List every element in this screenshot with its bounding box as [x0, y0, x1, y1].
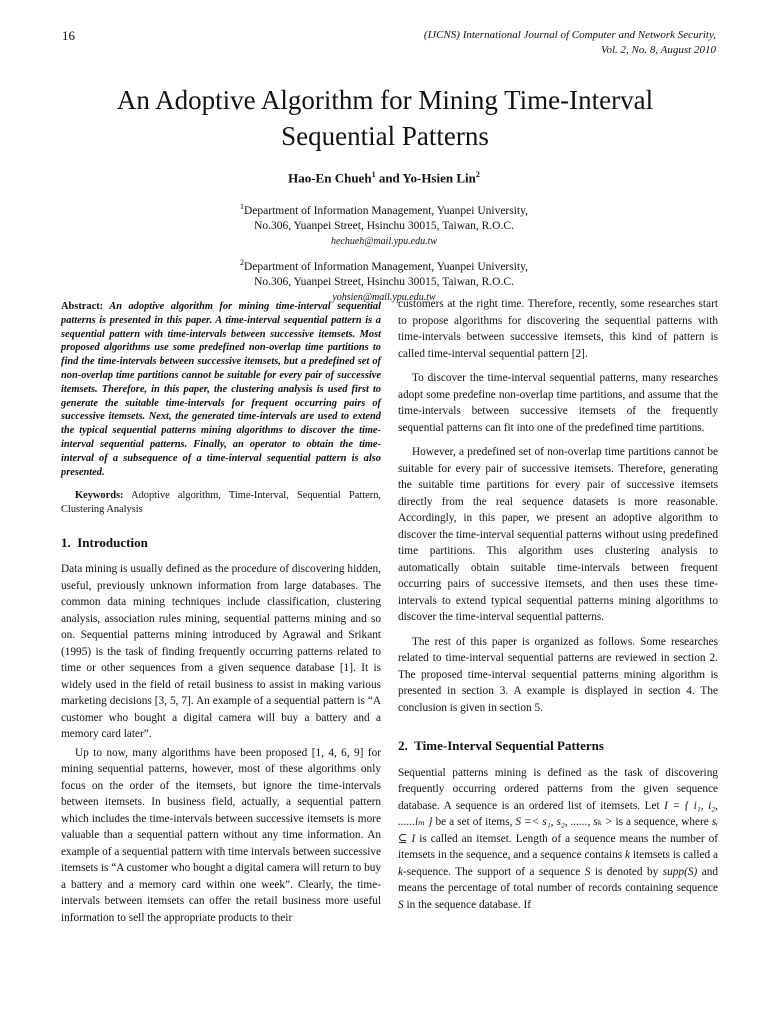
s2-math-k1: k — [625, 849, 631, 861]
s2-text-8: and means the percentage of total number of records containing sequence — [398, 865, 719, 894]
title-line-2: Sequential Patterns — [281, 121, 489, 151]
journal-header — [296, 28, 716, 58]
author-2-sup: 2 — [475, 170, 480, 179]
author-1: Hao-En Chueh — [288, 170, 372, 186]
affiliation-1-sup: 1 — [239, 202, 244, 211]
affiliation-1-line1: Department of Information Management, Yuanpei University, — [243, 204, 528, 217]
s2-math-s1: S — [584, 865, 591, 878]
title-line-1: An Adoptive Algorithm for Mining Time-Interval — [116, 85, 654, 115]
intro-paragraph-5: The rest of this paper is organized as follows. Some researches related to time-interval sequential patterns are reviewed in section 2. The proposed time-interval sequential patterns mining algorithm is presented in section 3. A example is displayed in section 4. The conclusion is given in section 5. — [398, 635, 718, 714]
section-2-paragraph-1 — [398, 765, 718, 914]
s2-text-3: is a sequence, where — [612, 816, 712, 828]
page-number: 16 — [62, 28, 75, 43]
abstract-label: Abstract: — [61, 301, 104, 312]
affiliation-1-line2: No.306, Yuanpei Street, Hsinchu 30015, Taiwan, R.O.C. — [254, 219, 514, 232]
abstract-text: An adoptive algorithm for mining time-interval sequential patterns is presented in this paper. A time-interval sequential pattern is a sequential pattern with time-intervals between successive itemsets. Most proposed algorithms use some predefined non-overlap time partitions to find the time-intervals between successive itemsets, but a predefined set of non-overlap time partitions cannot be suitable for every pair of successive itemsets. Therefore, in this paper, the clustering analysis is used first to generate the suitable time-intervals for frequent occurring pairs of successive itemsets. Next, the generated time-intervals are used to extend the typical sequential patterns mining algorithms to discover the time-interval sequential patterns. Finally, an operator to obtain the time-interval of a subsequence of a time-interval sequential pattern is also presented. — [61, 301, 381, 478]
journal-title: (IJCNS) International Journal of Computer and Network Security, — [423, 29, 716, 41]
keywords — [61, 489, 381, 517]
journal-volume: Vol. 2, No. 8, August 2010 — [600, 44, 716, 56]
affiliation-2-line1: Department of Information Management, Yuanpei University, — [243, 260, 528, 273]
author-and: and — [375, 170, 403, 186]
s2-text-6: -sequence. The support of a sequence — [403, 865, 585, 878]
left-column — [61, 300, 381, 934]
s2-text-9: in the sequence database. If — [403, 898, 531, 911]
keywords-text: Adoptive algorithm, Time-Interval, Sequential Pattern, Clustering Analysis — [61, 490, 381, 516]
intro-paragraph-2: Up to now, many algorithms have been proposed [1, 4, 6, 9] for mining sequential patterns, however, most of these algorithms only focus on the order of the itemsets, but ignore the time-intervals between itemsets. In business field, actually, a sequential pattern which includes the time-intervals between successive itemsets is more valuable than a sequential pattern without any time information. An example of a sequential pattern with time intervals between successive itemsets is “A customer who bought a digital camera will return to buy a battery and a memory card within one week”. Clearly, the time-intervals between itemsets can offer the retail business more useful information to sell the appropriate products to their — [61, 746, 382, 924]
authors — [0, 170, 768, 186]
intro-paragraph-3: To discover the time-interval sequential patterns, many researches adopt some predefine non-overlap time partitions, and assume that the time-intervals between successive itemsets of the frequently sequential patterns can fit into one of the predefined time partitions. — [398, 372, 718, 434]
s2-math-itemset: I = { i₁, i₂, ......iₘ } — [398, 799, 718, 828]
author-1-sup: 1 — [371, 170, 376, 179]
affiliation-2-sup: 2 — [239, 258, 244, 267]
s2-math-subset: sᵢ ⊆ I — [398, 816, 718, 845]
s2-text-2: be a set of items, — [432, 816, 516, 828]
right-column — [398, 296, 718, 921]
affiliation-2-email: yohsien@mail.ypu.edu.tw — [332, 291, 436, 303]
abstract — [61, 300, 381, 479]
s2-math-supp: supp(S) — [662, 865, 698, 878]
s2-math-sequence: S =< s₁, s₂, ......, sₖ > — [515, 816, 613, 828]
keywords-label: Keywords: — [75, 490, 124, 502]
affiliation-1 — [0, 199, 768, 249]
intro-paragraph-2-continued: customers at the right time. Therefore, recently, some researches start to propose algorithms for discovering the sequential patterns with time-intervals between successive itemsets, this kind of pattern is called time-interval sequential pattern [2]. — [398, 298, 718, 360]
s2-text-7: is denoted by — [590, 865, 663, 878]
affiliation-1-email: hechueh@mail.ypu.edu.tw — [330, 235, 438, 247]
s2-math-k2: k — [398, 865, 404, 878]
s2-text-5: itemsets is called a — [630, 849, 718, 861]
s2-text-4: is called an itemset. Length of a sequence means the number of itemsets in the sequence, and a sequence contains — [398, 832, 718, 861]
s2-math-s2: S — [398, 898, 404, 911]
section-1-heading: 1. Introduction — [61, 534, 148, 550]
author-2: Yo-Hsien Lin — [402, 170, 476, 186]
paper-title — [40, 82, 730, 154]
section-2-heading: 2. Time-Interval Sequential Patterns — [398, 738, 604, 753]
affiliation-2-line2: No.306, Yuanpei Street, Hsinchu 30015, Taiwan, R.O.C. — [254, 275, 514, 288]
intro-paragraph-1: Data mining is usually defined as the procedure of discovering hidden, useful, previously unknown information from large databases. The common data mining techniques include classification, clustering analysis, association rules mining, sequential patterns mining and so on. Sequential patterns mining introduced by Agrawal and Srikant (1995) is the task of finding frequently occurring patterns related to time or other sequences from a given sequence database [1]. It is widely used in the field of retail business to assist in making various marketing decisions [3, 5, 7]. An example of a sequential pattern is “A customer who bought a digital camera will buy a battery and a memory card later”. — [61, 563, 381, 741]
intro-paragraph-4: However, a predefined set of non-overlap time partitions cannot be suitable for every pair of successive itemsets. Therefore, generating the suitable time partitions for every pair of successive itemsets directly from the real sequence datasets is more reasonable. Accordingly, in this paper, we present an adoptive algorithm to discover the time-interval sequential patterns without using predefined time partitions. This algorithm uses clustering analysis to automatically obtain suitable time-intervals between frequent occurring pairs of successive itemsets, and then uses these time-intervals to extend typical sequential patterns mining algorithms to discover the time-interval sequential patterns. — [398, 446, 718, 623]
s2-text-1: Sequential patterns mining is defined as the task of discovering frequently occurring ordered patterns from the given sequence database. A sequence is an ordered list of itemsets. Let — [398, 766, 718, 812]
